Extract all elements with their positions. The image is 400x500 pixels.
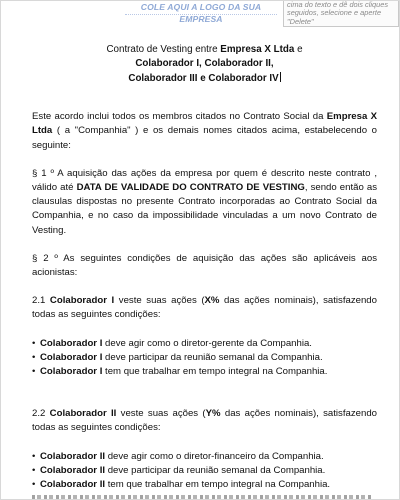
section-number: 2.2 xyxy=(32,408,50,420)
title-text: Contrato de Vesting entre xyxy=(106,44,221,55)
collaborator-name: Colaborador I xyxy=(40,351,103,363)
title-line-3 xyxy=(32,72,377,86)
collaborator-name: Colaborador II xyxy=(49,408,117,420)
clause-text: § 1 º A aquisição das ações da empresa por quem é descrito neste contrato , válido até xyxy=(32,167,377,194)
list-item xyxy=(32,365,377,379)
document-body xyxy=(32,43,377,492)
condition-text: deve participar da reunião semanal da Companhia. xyxy=(102,351,323,363)
bullet-icon: • xyxy=(32,337,36,349)
list-item xyxy=(32,478,377,492)
clause-text: , sendo então as clausulas dispostas no presente Contrato incorporadas ao Contrato Social da Companhia, e no caso da impossibilidade vinculadas a um novo Contrato de Vesting. xyxy=(32,182,378,236)
list-item xyxy=(32,351,377,365)
section-2-1-paragraph xyxy=(32,294,377,322)
intro-text: ( a "Companhia" ) e os demais nomes citados acima, estabelecendo o seguinte: xyxy=(32,125,377,151)
company-name: Empresa X Ltda xyxy=(32,111,377,137)
validity-date-field: DATA DE VALIDADE DO CONTRATO DE VESTING xyxy=(76,182,305,194)
section-2-2-paragraph xyxy=(32,407,377,435)
collaborator-name: Colaborador II xyxy=(40,450,106,462)
instruction-note: cima do texto e dê dois cliques seguidos, selecione e aperte "Delete" xyxy=(283,1,399,27)
collaborator-name: Colaborador II xyxy=(40,464,106,476)
bullet-icon: • xyxy=(32,464,36,476)
contract-title xyxy=(32,43,377,86)
company-name: Empresa X Ltda xyxy=(220,44,295,55)
bullet-icon: • xyxy=(32,450,36,462)
list-item xyxy=(32,464,377,478)
share-percentage: X% xyxy=(204,295,220,307)
clause-2-paragraph: § 2 º As seguintes condições de aquisição das ações são aplicáveis aos acionistas: xyxy=(32,252,377,279)
collaborator-name: Colaborador I xyxy=(40,337,103,349)
title-line-2 xyxy=(32,57,377,71)
intro-text: Este acordo inclui todos os membros citados no Contrato Social da xyxy=(32,111,327,123)
collaborators-names: Colaborador III e Colaborador IV xyxy=(128,72,279,84)
intro-paragraph xyxy=(32,110,377,153)
list-item xyxy=(32,337,377,351)
title-line-1 xyxy=(32,43,377,57)
list-item xyxy=(32,450,377,464)
clause-1-paragraph xyxy=(32,167,377,238)
section-text: veste suas ações ( xyxy=(114,295,205,307)
section-text: veste suas ações ( xyxy=(116,408,206,420)
condition-text: tem que trabalhar em tempo integral na Companhia. xyxy=(105,479,331,491)
section-text: das ações nominais), satisfazendo todas as seguintes condições: xyxy=(32,408,377,434)
condition-text: deve agir como o diretor-financeiro da Companhia. xyxy=(105,450,324,462)
share-percentage: Y% xyxy=(205,408,221,420)
collaborator-name: Colaborador I xyxy=(40,366,103,378)
logo-placeholder[interactable]: COLE AQUI A LOGO DA SUA EMPRESA xyxy=(125,1,277,15)
condition-text: deve participar da reunião semanal da Companhia. xyxy=(105,464,326,476)
text-cursor xyxy=(280,72,281,82)
collaborator-name: Colaborador I xyxy=(49,295,115,307)
bullet-icon: • xyxy=(32,479,36,491)
bullet-icon: • xyxy=(32,366,36,378)
bullet-icon: • xyxy=(32,351,36,363)
section-text: das ações nominais), satisfazendo todas as seguintes condições: xyxy=(32,295,377,321)
title-text: e xyxy=(294,44,303,55)
condition-text: tem que trabalhar em tempo integral na Companhia. xyxy=(102,366,328,378)
collaborators-names: Colaborador I, Colaborador II, xyxy=(135,58,274,70)
section-number: 2.1 xyxy=(32,295,50,307)
truncated-next-line xyxy=(32,494,372,500)
collaborator-name: Colaborador II xyxy=(40,479,106,491)
condition-text: deve agir como o diretor-gerente da Companhia. xyxy=(102,337,312,349)
